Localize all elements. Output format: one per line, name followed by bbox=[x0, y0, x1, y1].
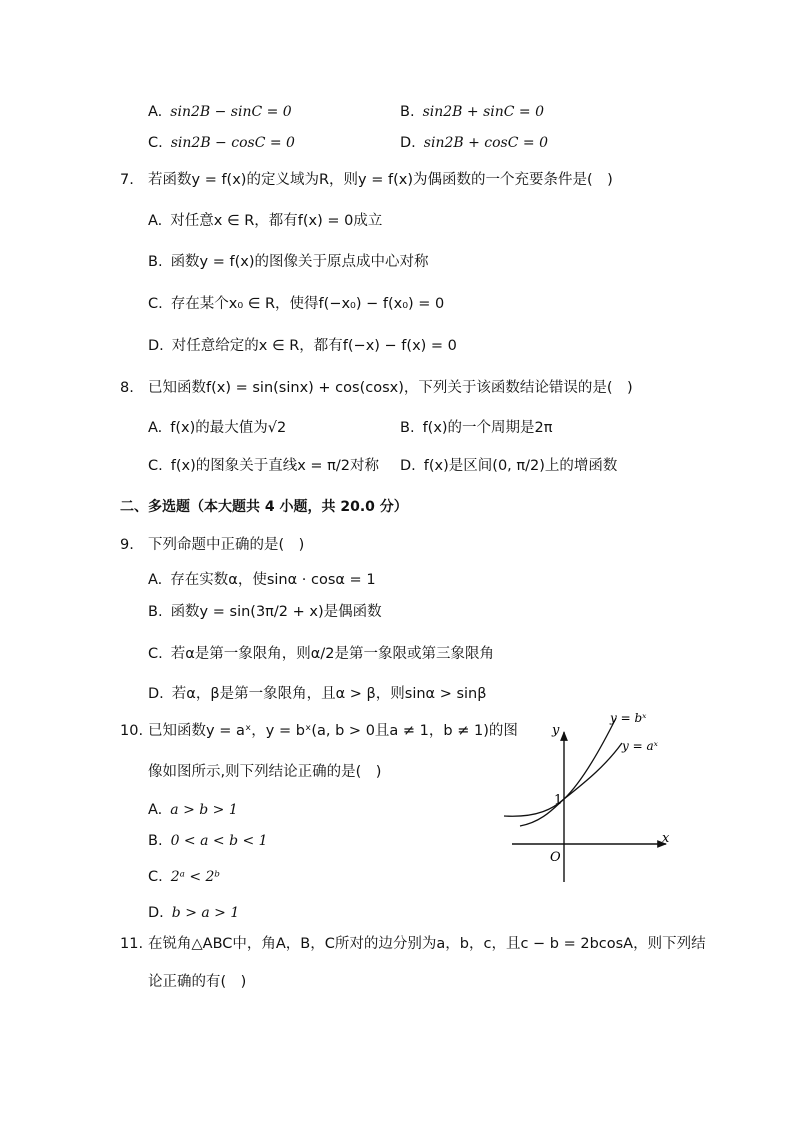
option-letter: A. bbox=[148, 572, 163, 588]
option-letter: D. bbox=[148, 338, 164, 354]
question-7-stem bbox=[120, 170, 613, 190]
question-text: 已知函数f(x) = sin(sinx) + cos(cosx)，下列关于该函数结论错误的是( ) bbox=[148, 380, 633, 396]
option-letter: D. bbox=[400, 135, 416, 151]
option-text: f(x)是区间(0, π/2)上的增函数 bbox=[423, 458, 618, 474]
option-text: f(x)的图象关于直线x = π/2对称 bbox=[170, 458, 380, 474]
question-number: 9. bbox=[120, 537, 134, 553]
curve-b-label: y = bˣ bbox=[610, 711, 647, 725]
option-text: a > b > 1 bbox=[170, 802, 238, 818]
option-text: sin2B − cosC = 0 bbox=[170, 135, 295, 151]
option-letter: C. bbox=[148, 296, 163, 312]
q7-option-c bbox=[148, 294, 444, 314]
option-letter: A. bbox=[148, 104, 163, 120]
option-text: sin2B + cosC = 0 bbox=[423, 135, 548, 151]
option-letter: B. bbox=[148, 604, 163, 620]
origin-label: O bbox=[550, 850, 561, 865]
q7-option-b bbox=[148, 252, 429, 272]
option-text: 存在实数α，使sinα · cosα = 1 bbox=[170, 572, 376, 588]
option-b bbox=[400, 102, 544, 122]
y-axis-label: y bbox=[552, 723, 560, 738]
option-text: b > a > 1 bbox=[171, 905, 240, 921]
question-text: 下列命题中正确的是( ) bbox=[148, 537, 305, 553]
option-text: 2ᵃ < 2ᵇ bbox=[170, 869, 221, 885]
question-number: 11. bbox=[120, 936, 144, 952]
x-axis-label: x bbox=[662, 831, 670, 846]
question-text: 在锐角△ABC中，角A，B，C所对的边分别为a，b，c，且c − b = 2bcosA，则下列结 bbox=[148, 936, 706, 952]
option-letter: C. bbox=[148, 646, 163, 662]
option-letter: D. bbox=[400, 458, 416, 474]
option-text: sin2B − sinC = 0 bbox=[170, 104, 292, 120]
q8-option-c bbox=[148, 456, 379, 476]
question-text: 已知函数y = aˣ，y = bˣ(a, b > 0且a ≠ 1，b ≠ 1)的图 bbox=[148, 723, 518, 739]
question-10-stem-cont: 像如图所示,则下列结论正确的是( ) bbox=[148, 764, 382, 780]
option-letter: C. bbox=[148, 869, 163, 885]
option-d bbox=[400, 133, 548, 153]
option-text: 若α是第一象限角，则α/2是第一象限或第三象限角 bbox=[170, 646, 494, 662]
option-text: 函数y = f(x)的图像关于原点成中心对称 bbox=[170, 254, 429, 270]
question-9-stem bbox=[120, 535, 304, 555]
option-text: 若α，β是第一象限角，且α > β，则sinα > sinβ bbox=[171, 686, 487, 702]
option-text: 对任意x ∈ R，都有f(x) = 0成立 bbox=[170, 213, 383, 229]
q8-option-d bbox=[400, 456, 617, 476]
question-text: 若函数y = f(x)的定义域为R，则y = f(x)为偶函数的一个充要条件是( ) bbox=[148, 172, 613, 188]
option-text: 对任意给定的x ∈ R，都有f(−x) − f(x) = 0 bbox=[171, 338, 457, 354]
q8-option-b bbox=[400, 418, 553, 438]
option-letter: A. bbox=[148, 802, 163, 818]
option-letter: B. bbox=[400, 420, 415, 436]
question-number: 8. bbox=[120, 380, 134, 396]
option-letter: B. bbox=[400, 104, 415, 120]
q10-option-d bbox=[148, 903, 239, 923]
q10-option-b bbox=[148, 831, 268, 851]
option-c bbox=[148, 133, 295, 153]
q8-option-a bbox=[148, 418, 286, 438]
section-title: 二、多选题（本大题共 4 小题，共 20.0 分） bbox=[120, 499, 408, 515]
question-11-stem-cont: 论正确的有( ) bbox=[148, 974, 247, 990]
option-letter: C. bbox=[148, 458, 163, 474]
q9-option-b bbox=[148, 602, 382, 622]
question-number: 7. bbox=[120, 172, 134, 188]
option-text: f(x)的一个周期是2π bbox=[422, 420, 553, 436]
option-letter: B. bbox=[148, 833, 163, 849]
exponential-graph bbox=[498, 710, 678, 885]
option-text: f(x)的最大值为√2 bbox=[170, 420, 287, 436]
question-number: 10. bbox=[120, 723, 144, 739]
q10-option-a bbox=[148, 800, 238, 820]
question-10-stem bbox=[120, 721, 518, 741]
option-text: 0 < a < b < 1 bbox=[170, 833, 268, 849]
option-a bbox=[148, 102, 292, 122]
option-text: 函数y = sin(3π/2 + x)是偶函数 bbox=[170, 604, 382, 620]
q9-option-c bbox=[148, 644, 494, 664]
option-text: sin2B + sinC = 0 bbox=[422, 104, 544, 120]
question-8-stem bbox=[120, 378, 633, 398]
q9-option-d bbox=[148, 684, 487, 704]
intercept-label: 1 bbox=[554, 793, 563, 808]
curve-a-label: y = aˣ bbox=[622, 739, 658, 753]
option-letter: A. bbox=[148, 213, 163, 229]
option-letter: D. bbox=[148, 905, 164, 921]
option-letter: B. bbox=[148, 254, 163, 270]
option-letter: C. bbox=[148, 135, 163, 151]
question-11-stem bbox=[120, 934, 706, 954]
q10-option-c bbox=[148, 867, 220, 887]
option-letter: D. bbox=[148, 686, 164, 702]
option-text: 存在某个x₀ ∈ R，使得f(−x₀) − f(x₀) = 0 bbox=[170, 296, 445, 312]
q7-option-a bbox=[148, 211, 382, 231]
q9-option-a bbox=[148, 570, 376, 590]
option-letter: A. bbox=[148, 420, 163, 436]
q7-option-d bbox=[148, 336, 457, 356]
